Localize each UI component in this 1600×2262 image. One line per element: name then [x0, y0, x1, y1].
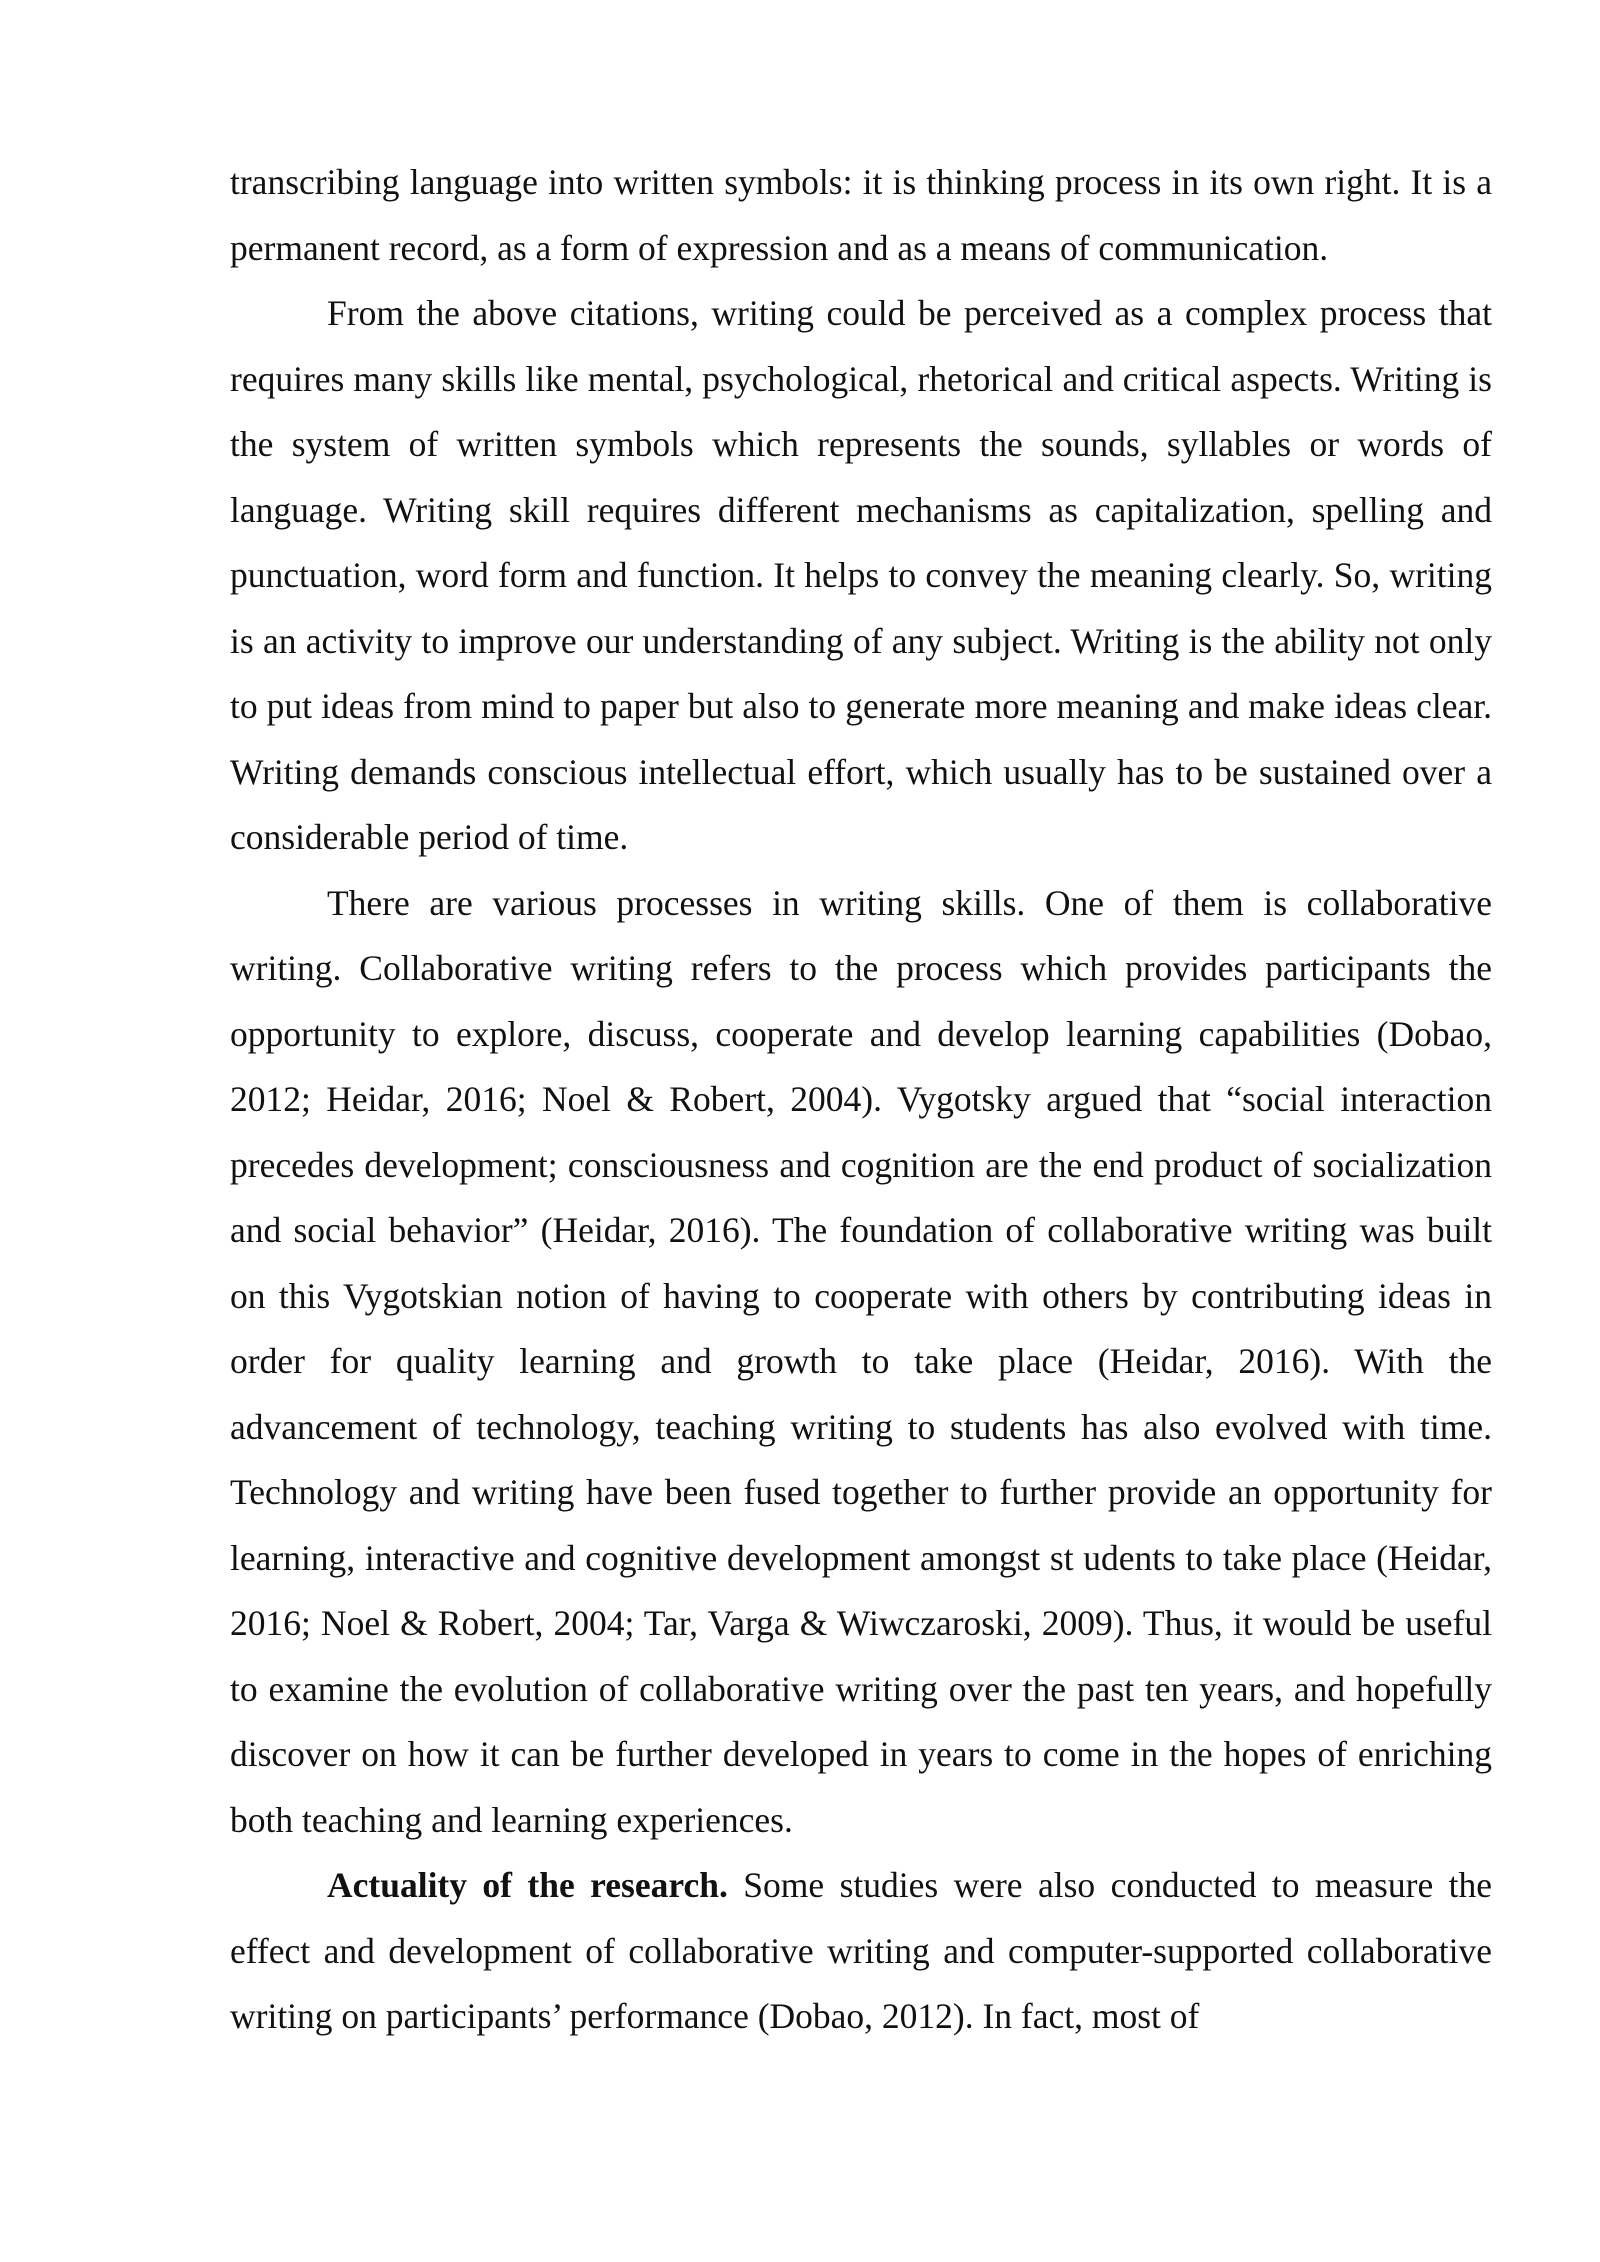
section-lead-heading: Actuality of the research.: [327, 1865, 728, 1905]
paragraph-collaborative-writing: There are various processes in writing skills. One of them is collaborative writing. Collaborative writing refers to the process which provides participants the opportunity to explore, discuss, cooperate and develop learning capabilities (Dobao, 2012; Heidar, 2016; Noel & Robert, 2004). Vygotsky argued that “social interaction precedes development; consciousness and cognition are the end product of socialization and social behavior” (Heidar, 2016). The foundation of collaborative writing was built on this Vygotskian notion of having to cooperate with others by contributing ideas in order for quality learning and growth to take place (Heidar, 2016). With the advancement of technology, teaching writing to students has also evolved with time. Technology and writing have been fused together to further provide an opportunity for learning, interactive and cognitive development amongst st udents to take place (Heidar, 2016; Noel & Robert, 2004; Tar, Varga & Wiwczaroski, 2009). Thus, it would be useful to examine the evolution of collaborative writing over the past ten years, and hopefully discover on how it can be further developed in years to come in the hopes of enriching both teaching and learning experiences.: [230, 882, 1492, 1840]
paragraph-body-text: Some studies were also conducted to measure the effect and development of collaborative writing and computer-supported collaborative writing on participants’ performance (Dobao, 2012). In fact, most of: [230, 1865, 1492, 2036]
document-page: [230, 150, 1492, 2050]
paragraph-actuality-of-research: [230, 1853, 1492, 2050]
paragraph-writing-definition-end: transcribing language into written symbols: it is thinking process in its own right. It is a permanent record, as a form of expression and as a means of communication.: [230, 162, 1492, 268]
paragraph-writing-complex-process: From the above citations, writing could be perceived as a complex process that requires many skills like mental, psychological, rhetorical and critical aspects. Writing is the system of written symbols which represents the sounds, syllables or words of language. Writing skill requires different mechanisms as capitalization, spelling and punctuation, word form and function. It helps to convey the meaning clearly. So, writing is an activity to improve our understanding of any subject. Writing is the ability not only to put ideas from mind to paper but also to generate more meaning and make ideas clear. Writing demands conscious intellectual effort, which usually has to be sustained over a considerable period of time.: [230, 293, 1492, 857]
